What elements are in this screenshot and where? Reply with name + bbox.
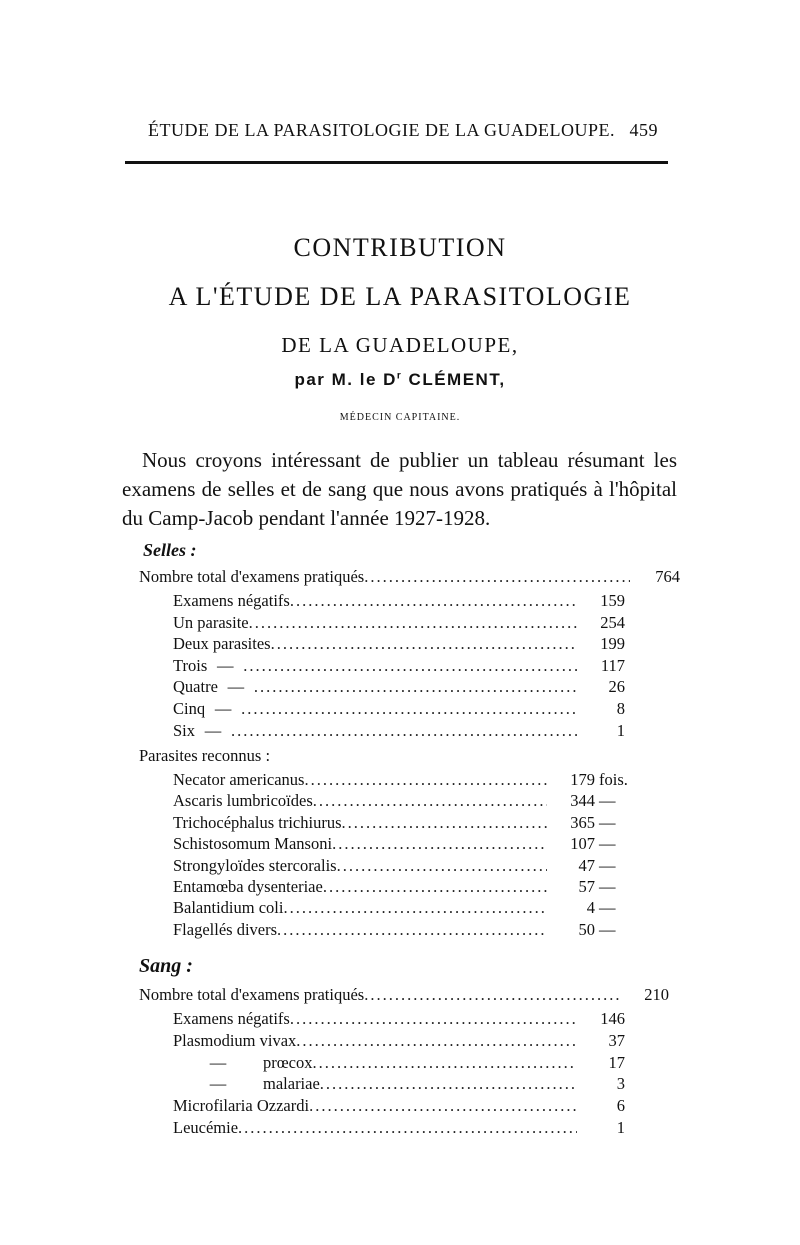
row-prefix-dash: — (209, 1052, 227, 1072)
row-label: Trichocéphalus trichiurus (173, 812, 342, 832)
row-value: 210 (644, 985, 669, 1004)
row-leader-dots (337, 856, 547, 876)
parasite-row (173, 770, 643, 791)
sang-heading: Sang : (139, 955, 193, 977)
author-rank: MÉDECIN CAPITAINE. (339, 412, 461, 423)
selles-heading: Selles : (143, 540, 197, 560)
row-value: 8 (616, 699, 625, 718)
running-head (148, 120, 658, 141)
row-label: Flagellés divers (173, 919, 278, 939)
intro-paragraph: Nous croyons intéressant de publier un tableau résumant les examens de selles et de sang que nous avons pratiqués à l'hôpital du Camp-Jacob pendant l'année 1927-1928. (122, 448, 677, 530)
selles-breakdown-row (173, 721, 625, 742)
title-line-3: DE LA GUADELOUPE, (281, 333, 519, 357)
row-label: Un parasite (173, 612, 249, 632)
row-value: 37 (608, 1030, 625, 1050)
row-label: Microfilaria Ozzardi (173, 1096, 310, 1116)
row-value: 6 (616, 1096, 625, 1116)
row-value: 179 (570, 770, 595, 789)
row-unit: — (599, 834, 616, 854)
row-leader-dots (304, 770, 547, 790)
author-prefix: par M. le D (294, 370, 397, 389)
row-label: Examens négatifs (173, 1009, 290, 1028)
title-line-2: A L'ÉTUDE DE LA PARASITOLOGIE (168, 282, 632, 311)
row-value: 26 (608, 677, 625, 697)
author-title-sup: r (396, 370, 403, 382)
sang-breakdown-row (173, 1118, 625, 1139)
row-ditto-dash: — (217, 655, 234, 675)
row-ditto-dash: — (204, 720, 222, 740)
row-label: Quatre (173, 677, 218, 697)
row-label: Plasmodium vivax (173, 1030, 297, 1050)
selles-total-row (139, 567, 680, 588)
row-unit: — (599, 812, 616, 832)
author-name: CLÉMENT, (408, 370, 506, 389)
row-leader-dots (320, 1074, 577, 1094)
row-value: 199 (600, 634, 625, 654)
author-line (0, 370, 800, 390)
row-leader-dots (323, 877, 547, 897)
row-ditto-dash: — (214, 699, 232, 718)
sang-total-row (139, 985, 669, 1006)
row-leader-dots (313, 791, 547, 811)
row-label: Cinq (173, 699, 206, 718)
row-label: Schistosomum Mansoni (173, 834, 333, 854)
parasite-row (173, 877, 643, 898)
row-leader-dots (271, 634, 577, 654)
row-label: Six (173, 720, 196, 740)
row-label: Strongyloïdes stercoralis (173, 855, 337, 875)
row-label: Leucémie (173, 1118, 239, 1137)
selles-breakdown-row (173, 634, 625, 655)
parasite-row (173, 813, 643, 834)
row-value: 344 (570, 791, 595, 811)
row-leader-dots (249, 613, 577, 633)
row-leader-dots (309, 1096, 577, 1116)
selles-breakdown-row (173, 699, 625, 720)
row-ditto-dash: — (227, 677, 245, 697)
sang-breakdown-row (173, 1074, 625, 1095)
row-value: 3 (616, 1074, 625, 1094)
row-prefix-dash: — (209, 1074, 227, 1094)
row-leader-dots (283, 898, 547, 918)
row-unit: — (599, 877, 616, 896)
parasite-row (173, 834, 643, 855)
row-value: 107 (570, 834, 595, 854)
row-label: Deux parasites (173, 634, 271, 654)
row-value: 4 (586, 898, 595, 918)
row-label: malariae (263, 1074, 320, 1094)
row-label: Ascaris lumbricoïdes (173, 791, 313, 811)
selles-breakdown-row (173, 591, 625, 612)
row-leader-dots (364, 567, 630, 587)
row-value: 764 (655, 567, 680, 586)
row-leader-dots (254, 677, 577, 697)
row-value: 47 (578, 855, 595, 875)
row-label: Nombre total d'examens pratiqués (139, 567, 365, 586)
title-line-1: CONTRIBUTION (293, 233, 507, 262)
sang-breakdown-row (173, 1096, 625, 1117)
row-value: 159 (600, 591, 625, 610)
row-label: Nombre total d'examens pratiqués (139, 985, 365, 1004)
page-number: 459 (629, 120, 658, 140)
row-unit: fois. (599, 770, 628, 789)
row-unit: — (599, 919, 616, 939)
sang-breakdown-row (173, 1009, 625, 1030)
row-value: 365 (570, 812, 595, 832)
row-unit: — (599, 855, 616, 875)
row-value: 254 (600, 612, 625, 632)
row-unit: — (599, 898, 616, 918)
row-value: 50 (578, 919, 595, 939)
row-leader-dots (342, 813, 548, 833)
row-label: Necator americanus (173, 770, 305, 789)
header-rule (125, 161, 668, 164)
row-value: 57 (578, 877, 595, 896)
row-value: 1 (616, 720, 625, 740)
row-label: Examens négatifs (173, 591, 290, 610)
parasites-heading: Parasites reconnus : (139, 746, 271, 765)
selles-breakdown-row (173, 656, 625, 677)
row-label: Trois (173, 655, 208, 675)
row-leader-dots (238, 1118, 577, 1138)
row-label: prœcox (263, 1052, 313, 1072)
sang-breakdown-row (173, 1031, 625, 1052)
row-value: 117 (600, 655, 625, 675)
sang-breakdown-row (173, 1053, 625, 1074)
row-value: 1 (616, 1118, 625, 1137)
parasite-row (173, 898, 643, 919)
row-unit: — (599, 791, 616, 811)
row-leader-dots (290, 591, 577, 611)
row-leader-dots (364, 985, 619, 1005)
parasite-row (173, 791, 643, 812)
row-label: Entamœba dysenteriae (173, 877, 323, 896)
row-leader-dots (241, 699, 577, 719)
running-title: ÉTUDE DE LA PARASITOLOGIE DE LA GUADELOUPE. (148, 120, 615, 140)
row-leader-dots (296, 1031, 577, 1051)
row-leader-dots (277, 920, 547, 940)
row-value: 17 (608, 1052, 625, 1072)
parasite-row (173, 920, 643, 941)
row-leader-dots (312, 1053, 577, 1073)
selles-breakdown-row (173, 677, 625, 698)
parasite-row (173, 856, 643, 877)
row-leader-dots (231, 721, 577, 741)
row-label: Balantidium coli (173, 898, 284, 918)
row-leader-dots (290, 1009, 577, 1029)
selles-breakdown-row (173, 613, 625, 634)
row-leader-dots (243, 656, 577, 676)
row-leader-dots (332, 834, 547, 854)
row-value: 146 (600, 1009, 625, 1028)
